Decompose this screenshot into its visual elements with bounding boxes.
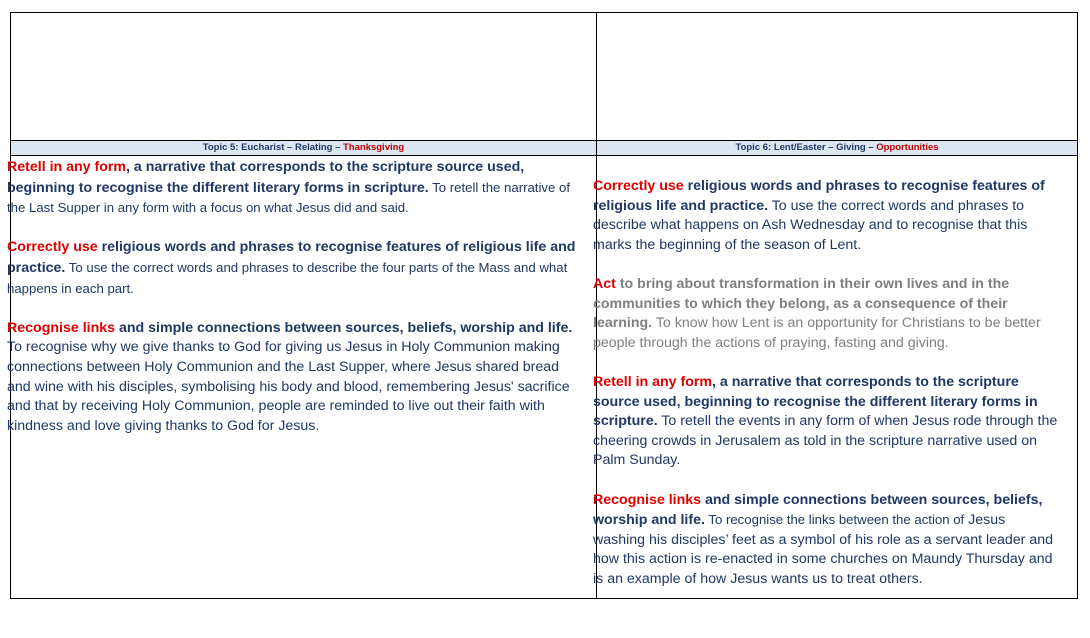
topic6-paragraph-recognise-links (593, 491, 1061, 590)
topic5-p1-objective: , a narrative that corresponds to the scripture source used, beginning to recognise the different literary forms in scripture. (7, 159, 525, 196)
topic6-p4-keyword: Recognise links (593, 491, 702, 508)
topic5-p3-description: To recognise why we give thanks to God for giving us Jesus in Holy Communion making connections between Holy Communion and the Last Supper, where Jesus shared bread and wine with his disciples, symbolising his body and blood, remembering Jesus' sacrifice and that by receiving Holy Communion, people are reminded to live out their faith with kindness and love giving thanks to God for Jesus. (7, 339, 570, 434)
topic5-header (11, 140, 596, 156)
topic6-p1-objective: religious words and phrases to recognise features of religious life and practice. (593, 178, 1045, 214)
topic5-p2-objective: religious words and phrases to recognise features of religious life and practice. (7, 239, 576, 276)
topic6-p4-objective: and simple connections between sources, beliefs, worship and life. (593, 491, 1043, 529)
topic6-p4-description-start: To recognise the links between the action of (704, 512, 965, 528)
topic6-paragraph-correctly-use (593, 177, 1061, 255)
topic6-p1-keyword: Correctly use (593, 178, 684, 194)
topic5-paragraph-correctly-use (7, 238, 579, 299)
topic6-header-text: Topic 6: Lent/Easter – Giving – (735, 142, 877, 153)
topic6-p2-objective: to bring about transformation in their own lives and in the communities to which they belong, as a consequence of their learning. (593, 275, 1010, 332)
topic6-p2-keyword: Act (593, 275, 616, 292)
topic5-paragraph-recognise-links (7, 319, 579, 437)
topic5-header-text: Topic 5: Eucharist – Relating – (202, 142, 343, 153)
topic6-header (597, 140, 1077, 156)
topic6-p4-description: Jesus washing his disciples’ feet as a symbol of his role as a servant leader and how this action is re-enacted in some churches on Maundy Thursday and is an example of how Jesus wants us to treat others. (593, 512, 1054, 587)
topic5-content (7, 158, 579, 456)
topic5-header-highlight: Thanksgiving (343, 142, 405, 153)
topic6-header-highlight: Opportunities (876, 142, 939, 153)
topic6-content (593, 177, 1061, 609)
topic5-p1-keyword: Retell in any form (7, 159, 127, 175)
topic5-p1-description: To retell the narrative of the Last Supper in any form with a focus on what Jesus did and said. (7, 179, 570, 216)
topic6-paragraph-act (593, 275, 1061, 353)
topic6-p2-description: To know how Lent is an opportunity for Christians to be better people through the actions of praying, fasting and giving. (593, 315, 1041, 351)
topic5-p2-description: To use the correct words and phrases to describe the four parts of the Mass and what happens in each part. (7, 259, 568, 296)
topic6-p3-description: To retell the events in any form of when Jesus rode through the cheering crowds in Jerusalem as told in the scripture narrative used on Palm Sunday. (593, 413, 1058, 469)
topic6-p3-keyword: Retell in any form (593, 373, 713, 390)
topic6-p1-description: To use the correct words and phrases to describe what happens on Ash Wednesday and to recognise that this marks the beginning of the season of Lent. (593, 197, 1028, 253)
topic5-p2-keyword: Correctly use (7, 239, 98, 256)
topic5-p3-objective: and simple connections between sources, beliefs, worship and life. (115, 319, 573, 336)
topic5-p3-keyword: Recognise links (7, 319, 116, 336)
topic5-paragraph-retell (7, 158, 579, 219)
topic6-paragraph-retell (593, 373, 1061, 471)
topic6-p3-objective: , a narrative that corresponds to the scripture source used, beginning to recognise the different literary forms in scripture. (593, 373, 1038, 430)
